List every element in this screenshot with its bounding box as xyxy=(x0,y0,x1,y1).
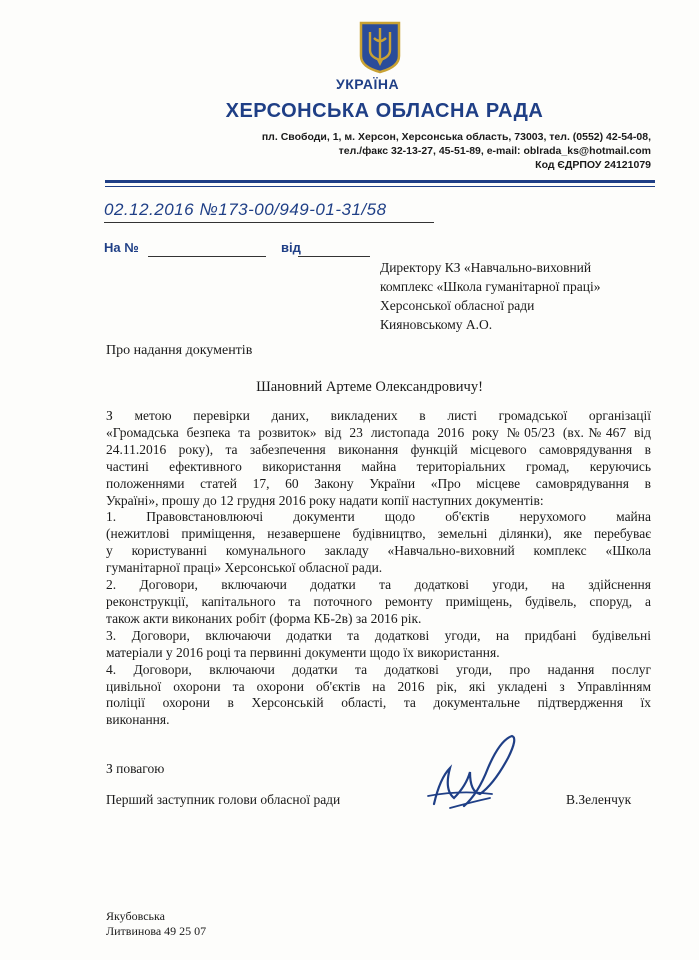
body-line: цивільної охорони та охорони об'єктів на 2016 рік, які укладені з Управлінням xyxy=(106,678,651,694)
header-rule-thick xyxy=(105,180,655,183)
executor-line: Якубовська xyxy=(106,909,165,923)
country-name: УКРАЇНА xyxy=(336,76,400,92)
body-line: гуманітарної праці» Херсонської обласної ради. xyxy=(106,560,383,576)
addressee-line: Директору КЗ «Навчально-виховний xyxy=(380,260,592,275)
signatory-position: Перший заступник голови обласної ради xyxy=(106,792,341,807)
body-line: З метою перевірки даних, викладених в листі громадської організації xyxy=(106,408,651,423)
addressee-line: Херсонської обласної ради xyxy=(380,298,535,313)
executor-line: Литвинова 49 25 07 xyxy=(106,924,207,938)
body-line: частині ефективного використання майна територіальних громад, керуючись xyxy=(106,458,651,474)
body-line: матеріали у 2016 році та первинні документи щодо їх використання. xyxy=(106,644,500,660)
registration-date: 02.12.2016 xyxy=(104,200,195,219)
body-line: у користуванні комунального закладу «Навчально-виховний комплекс «Школа xyxy=(106,543,651,559)
reply-date-blank xyxy=(298,256,370,257)
handwritten-signature xyxy=(420,728,530,818)
addressee-line: Кияновському А.О. xyxy=(380,317,493,332)
body-line: 1. Правовстановлюючі документи щодо об'єктів нерухомого майна xyxy=(106,509,651,525)
trident-emblem-icon xyxy=(358,20,402,74)
body-line: (нежитлові приміщення, незавершене будівництво, земельні ділянки), яке перебуває xyxy=(106,526,651,542)
signatory-name: В.Зеленчук xyxy=(566,792,632,807)
body-line: положеннями статей 17, 60 Закону України «Про місцеве самоврядування в xyxy=(106,475,651,491)
reply-number-label: На № xyxy=(104,240,139,255)
body-line: 24.11.2016 року), та забезпечення виконання функцій місцевого самоврядування в xyxy=(106,441,651,457)
address-line: пл. Свободи, 1, м. Херсон, Херсонська область, 73003, тел. (0552) 42-54-08, xyxy=(261,131,651,143)
edrpou-code-line: Код ЄДРПОУ 24121079 xyxy=(535,159,651,171)
salutation: Шановний Артеме Олександровичу! xyxy=(256,379,483,395)
body-line: реконструкції, капітального та поточного ремонту приміщень, будівель, споруд, а xyxy=(106,593,651,609)
registration-stamp xyxy=(104,200,387,220)
reply-number-blank xyxy=(148,256,266,257)
body-line: 3. Договори, включаючи додатки та додаткові угоди, на придбані будівельні xyxy=(106,627,651,643)
body-line: 2. Договори, включаючи додатки та додаткові угоди, на здійснення xyxy=(106,577,651,593)
registration-number: №173-00/949-01-31/58 xyxy=(199,200,387,219)
registration-underline xyxy=(104,222,434,223)
body-line: 4. Договори, включаючи додатки та додаткові угоди, про надання послуг xyxy=(106,661,651,677)
body-line: виконання. xyxy=(106,712,170,728)
organization-name: ХЕРСОНСЬКА ОБЛАСНА РАДА xyxy=(225,100,544,122)
addressee-block xyxy=(380,258,601,334)
letter-body xyxy=(106,408,651,729)
contacts-line: тел./факс 32-13-27, 45-51-89, e-mail: oblrada_ks@hotmail.com xyxy=(338,145,651,157)
header-rule-thin xyxy=(105,186,655,187)
body-line: також акти виконаних робіт (форма КБ-2в) за 2016 рік. xyxy=(106,610,422,626)
addressee-line: комплекс «Школа гуманітарної праці» xyxy=(380,279,601,294)
body-line: поліції охорони в Херсонській області, та документальне підтвердження їх xyxy=(106,695,651,711)
closing-regards: З повагою xyxy=(106,761,165,776)
body-line: Україні», прошу до 12 грудня 2016 року надати копії наступних документів: xyxy=(106,492,544,508)
subject-line: Про надання документів xyxy=(106,343,253,358)
body-line: «Громадська безпека та розвиток» від 23 листопада 2016 року №05/23 (вх.№467 від xyxy=(106,424,651,440)
reply-date-label: від xyxy=(281,240,301,255)
executor-block xyxy=(106,909,206,939)
